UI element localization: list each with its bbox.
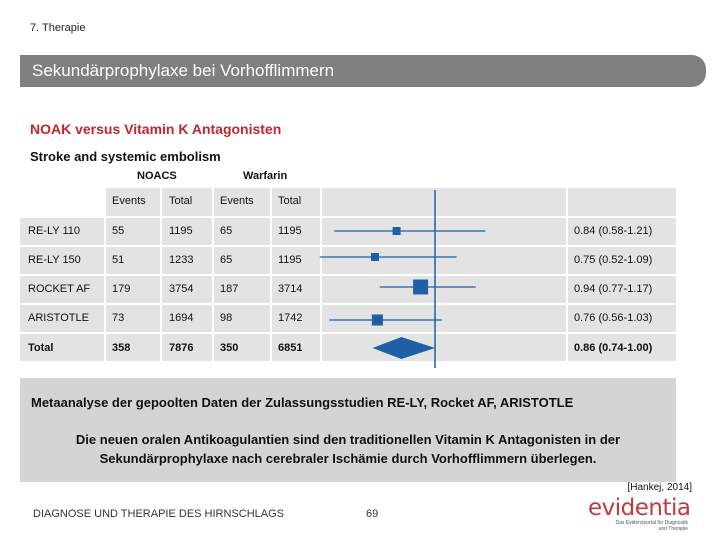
effect-estimate: 0.75 (0.52-1.09) [574, 254, 653, 266]
logo-tagline-1: Das Evidenzportal für Diagnostik [615, 520, 688, 526]
warfarin-events: 187 [220, 283, 239, 295]
study-name: ROCKET AF [28, 283, 91, 295]
effect-estimate-total: 0.86 (0.74-1.00) [574, 342, 653, 354]
logo-wordmark: evidentia [588, 495, 691, 521]
logo-tagline-2: und Therapie [658, 526, 688, 532]
effect-estimate: 0.94 (0.77-1.17) [574, 283, 653, 295]
col-header-war-events: Events [220, 195, 254, 207]
warfarin-events: 65 [220, 225, 233, 237]
outcome-label: Stroke and systemic embolism [30, 149, 221, 164]
noac-total-total: 7876 [169, 342, 194, 354]
evidentia-logo [588, 496, 700, 532]
warfarin-events: 65 [220, 254, 233, 266]
section-label: 7. Therapie [30, 22, 86, 34]
conclusion-text [20, 430, 676, 468]
estimate-marker [413, 280, 428, 295]
col-header-war-total: Total [278, 195, 302, 207]
noac-events: 179 [112, 283, 131, 295]
group-label-warfarin: Warfarin [243, 170, 288, 182]
warfarin-total-total: 6851 [278, 342, 303, 354]
warfarin-total: 1195 [278, 254, 302, 266]
warfarin-events: 98 [220, 312, 233, 324]
conclusion-line-1: Die neuen oralen Antikoagulantien sind den traditionellen Vitamin K Antagonisten in der [75, 432, 621, 447]
warfarin-total: 1195 [278, 225, 302, 237]
group-label-noacs: NOACS [137, 170, 177, 182]
noac-total: 3754 [169, 283, 194, 295]
page-number: 69 [366, 508, 379, 520]
study-name: RE-LY 150 [28, 254, 81, 266]
study-name: RE-LY 110 [28, 225, 80, 237]
noac-total: 1195 [169, 225, 193, 237]
warfarin-total: 3714 [278, 283, 303, 295]
study-name-total: Total [28, 342, 54, 354]
page-title: Sekundärprophylaxe bei Vorhofflimmern [32, 61, 335, 80]
pooled-diamond [373, 337, 435, 359]
meta-analysis-note: Metaanalyse der gepoolten Daten der Zulassungsstudien RE-LY, Rocket AF, ARISTOTLE [31, 395, 574, 410]
warfarin-total: 1742 [278, 312, 303, 324]
noac-total: 1233 [169, 254, 194, 266]
estimate-marker [371, 253, 379, 261]
effect-estimate: 0.76 (0.56-1.03) [574, 312, 653, 324]
noac-events-total: 358 [112, 342, 131, 354]
citation: [Hankej, 2014] [627, 482, 692, 493]
effect-estimate: 0.84 (0.58-1.21) [574, 225, 653, 237]
noac-events: 73 [112, 312, 125, 324]
col-header-noac-total: Total [169, 195, 193, 207]
noac-total: 1694 [169, 312, 194, 324]
noac-events: 55 [112, 225, 125, 237]
estimate-marker [393, 227, 401, 235]
estimate-marker [372, 315, 383, 326]
footer-title: DIAGNOSE UND THERAPIE DES HIRNSCHLAGS [33, 508, 285, 520]
conclusion-line-2: Sekundärprophylaxe nach cerebraler Ischämie durch Vorhofflimmern überlegen. [99, 451, 597, 466]
warfarin-events-total: 350 [220, 342, 239, 354]
col-header-noac-events: Events [112, 195, 146, 207]
study-name: ARISTOTLE [28, 312, 89, 324]
comparison-subtitle: NOAK versus Vitamin K Antagonisten [30, 121, 282, 137]
noac-events: 51 [112, 254, 125, 266]
